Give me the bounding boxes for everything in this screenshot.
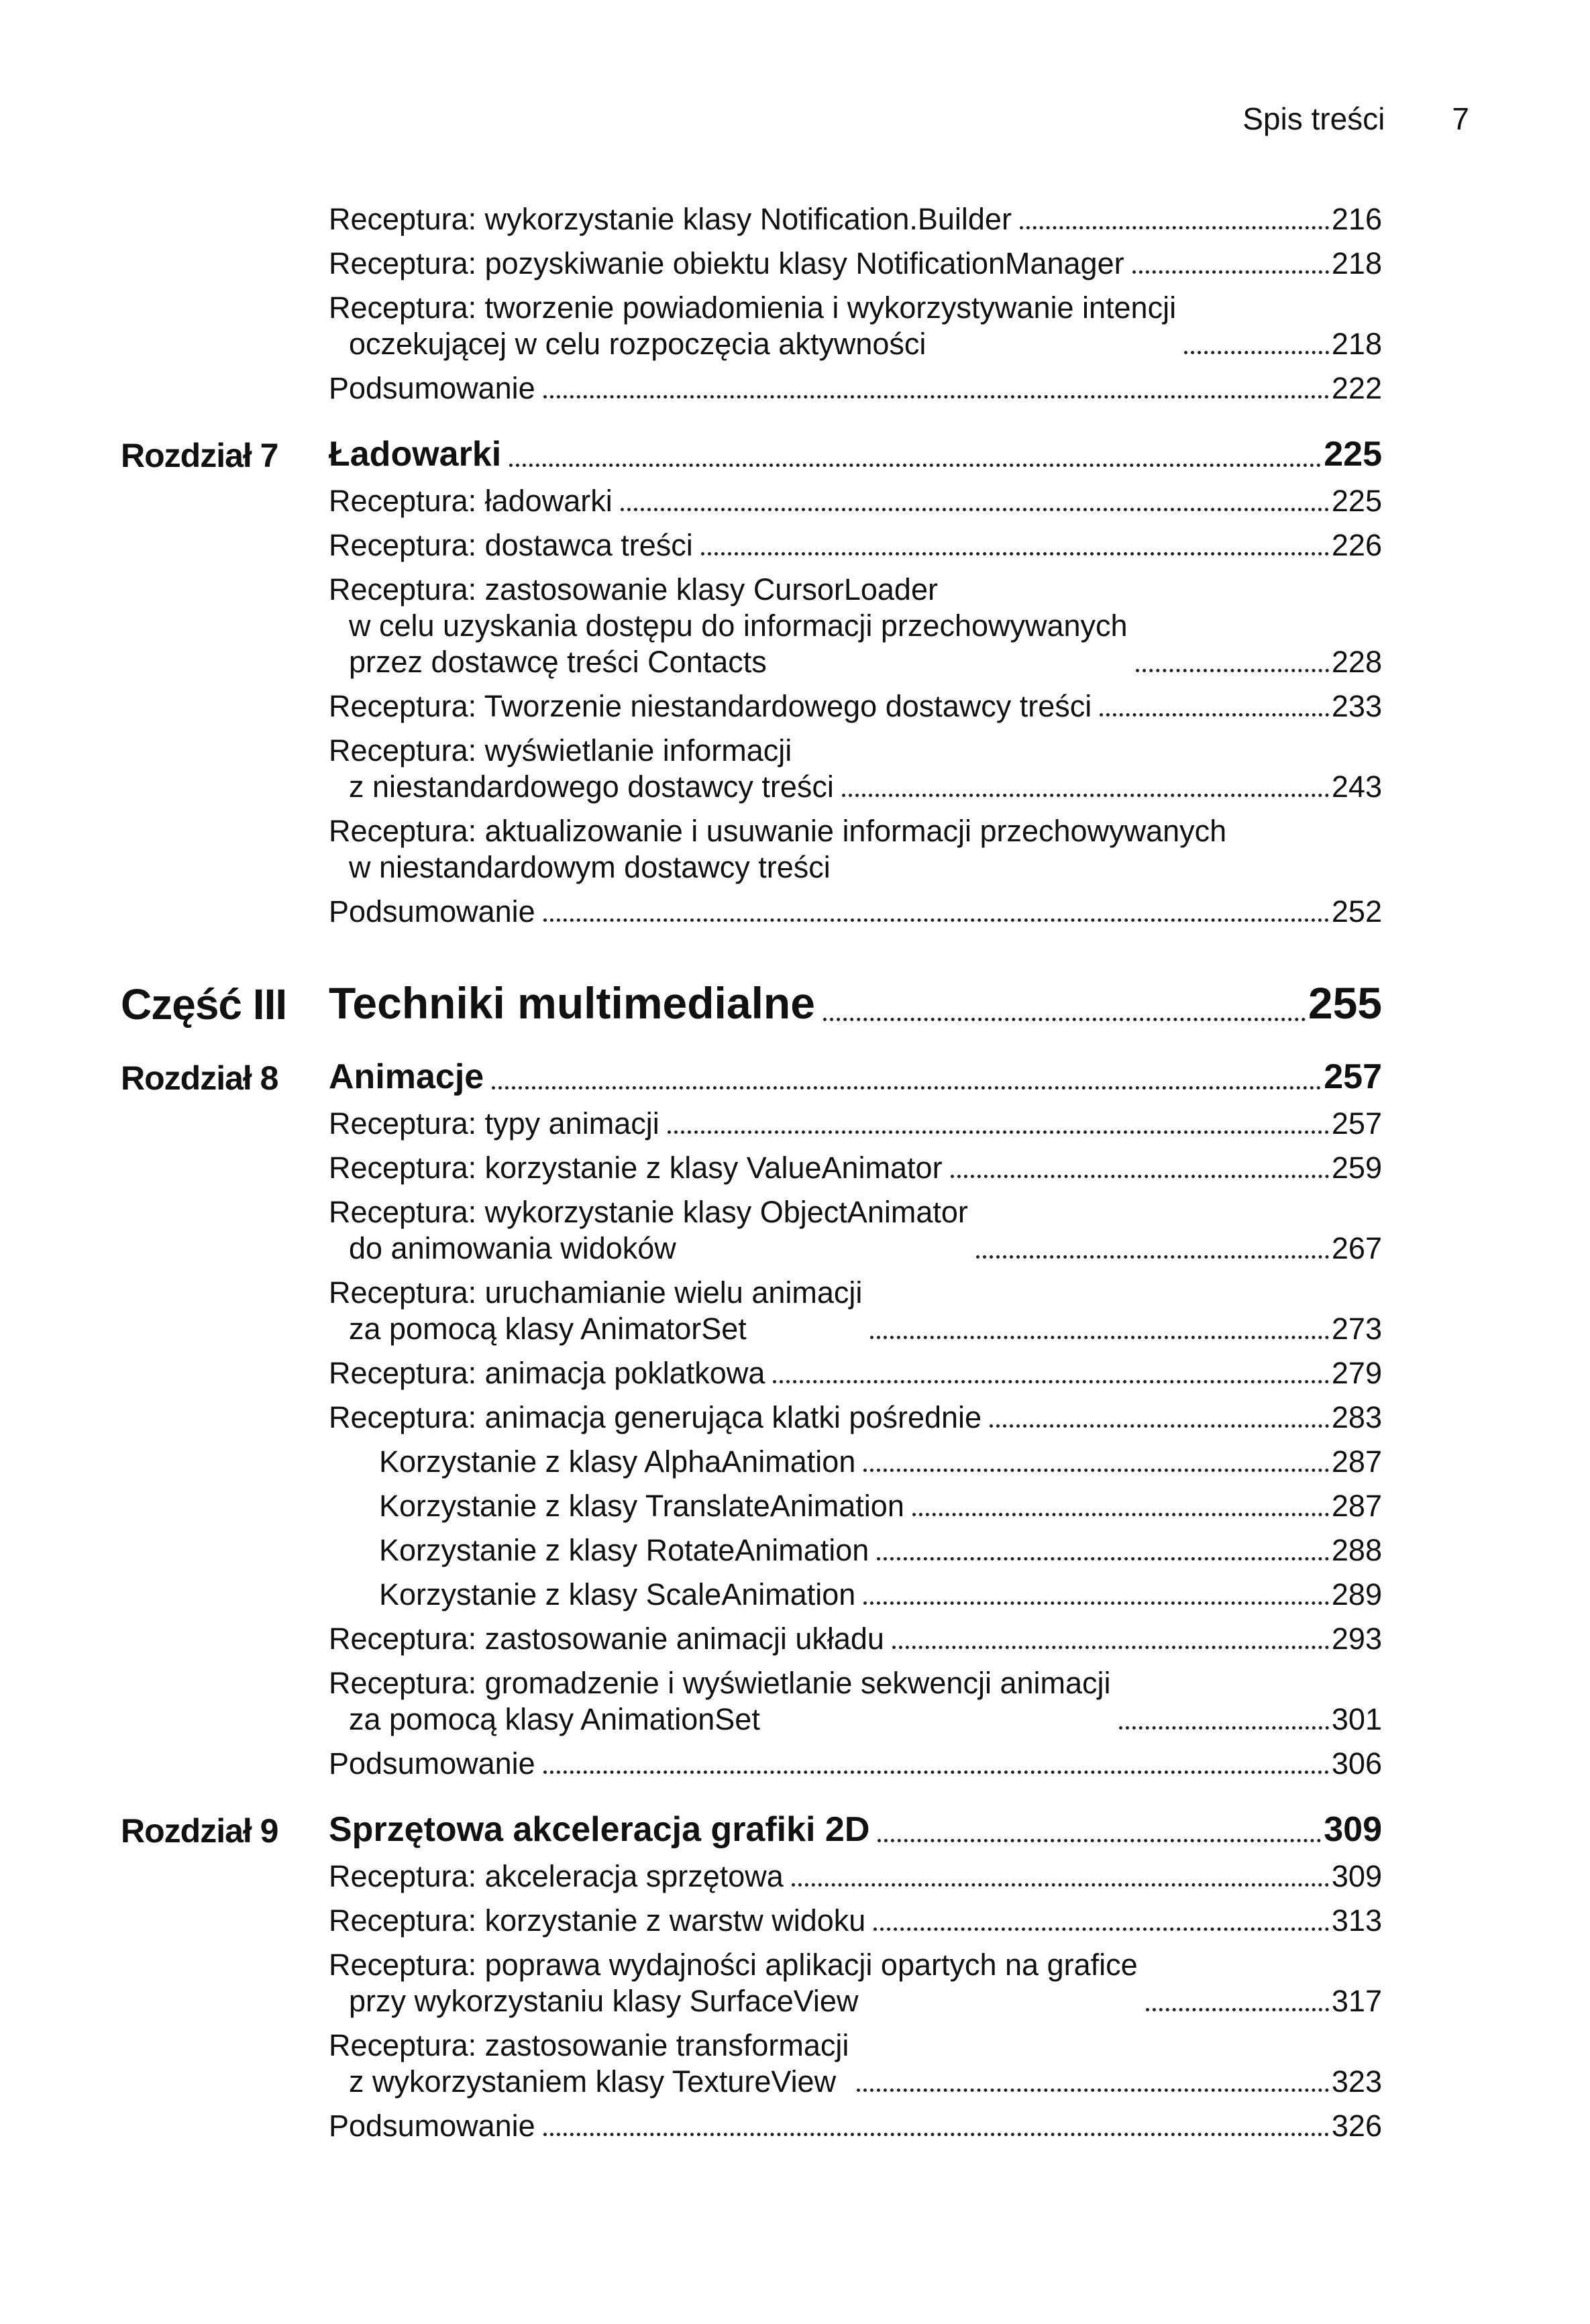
page-ref: 228	[1331, 645, 1382, 679]
entry-title-line: Receptura: zastosowanie transformacji	[329, 2028, 849, 2062]
dot-leader	[863, 1469, 1329, 1472]
spacer	[121, 282, 1382, 290]
entry-title	[329, 1665, 1119, 1738]
dot-leader	[951, 1175, 1329, 1178]
entry-body	[329, 1150, 1382, 1186]
entry-title-line: przy wykorzystaniu klasy SurfaceView	[349, 1984, 859, 2018]
toc-entry[interactable]	[121, 1488, 1382, 1524]
entry-body	[329, 1488, 1382, 1524]
entry-title-line: przez dostawcę treści Contacts	[349, 645, 767, 679]
entry-body	[329, 1665, 1382, 1738]
spacer	[121, 1186, 1382, 1194]
page-ref: 226	[1331, 528, 1382, 562]
dot-leader	[701, 552, 1329, 556]
entry-title-line: Receptura: aktualizowanie i usuwanie informacji przechowywanych	[329, 814, 1227, 848]
running-head	[1242, 101, 1469, 137]
entry-title-line: Receptura: akceleracja sprzętowa	[329, 1859, 784, 1893]
dot-leader	[892, 1646, 1329, 1649]
entry-title	[329, 894, 543, 930]
spacer	[121, 1613, 1382, 1621]
entry-title	[329, 1746, 543, 1782]
dot-leader	[773, 1380, 1329, 1383]
entry-title	[329, 483, 621, 519]
dot-leader	[543, 918, 1329, 922]
spacer	[121, 1098, 1382, 1106]
dot-leader	[668, 1130, 1329, 1134]
entry-title-line: Podsumowanie	[329, 1746, 535, 1781]
entry-title-line: Receptura: wyświetlanie informacji	[329, 733, 792, 768]
page-ref: 257	[1324, 1057, 1382, 1096]
entry-title	[329, 1621, 892, 1657]
page-ref: 222	[1331, 371, 1382, 405]
toc-entry[interactable]	[121, 1621, 1382, 1657]
page-ref: 225	[1324, 435, 1382, 474]
entry-title	[329, 813, 1234, 886]
spacer	[121, 680, 1382, 688]
running-head-title: Spis treści	[1242, 101, 1385, 136]
entry-body	[329, 1621, 1382, 1657]
spacer	[121, 1657, 1382, 1665]
toc-entry[interactable]	[121, 246, 1382, 282]
dot-leader	[878, 1839, 1321, 1842]
entry-title-line: Podsumowanie	[329, 371, 535, 405]
entry-title-line: Receptura: uruchamianie wielu animacji	[329, 1275, 863, 1310]
toc-entry[interactable]	[121, 1444, 1382, 1480]
entry-title-line: Receptura: dostawca treści	[329, 528, 693, 562]
entry-title-line: Receptura: wykorzystanie klasy ObjectAnimator	[329, 1195, 968, 1229]
entry-title-line: Receptura: korzystanie z warstw widoku	[329, 1903, 866, 1938]
dot-leader	[823, 1018, 1306, 1021]
entry-body	[329, 246, 1382, 282]
dot-leader	[863, 1601, 1329, 1605]
entry-body	[329, 290, 1382, 362]
entry-body	[329, 733, 1382, 805]
spacer	[121, 1267, 1382, 1275]
dot-leader	[976, 1255, 1329, 1259]
toc-entry[interactable]	[121, 1746, 1382, 1782]
entry-body	[329, 1056, 1382, 1098]
entry-title	[329, 290, 1184, 362]
toc-chapter[interactable]	[121, 1809, 1382, 1850]
dot-leader	[621, 508, 1329, 511]
entry-body	[329, 688, 1382, 725]
dot-leader	[509, 464, 1321, 467]
entry-title	[379, 1488, 912, 1524]
toc-entry[interactable]	[121, 2108, 1382, 2144]
spacer	[121, 1142, 1382, 1150]
entry-body	[329, 370, 1382, 407]
dot-leader	[792, 1883, 1329, 1887]
entry-body	[329, 977, 1382, 1029]
toc-entry[interactable]	[121, 1399, 1382, 1436]
entry-title-line: Receptura: ładowarki	[329, 484, 613, 518]
entry-body	[329, 1746, 1382, 1782]
spacer	[121, 1895, 1382, 1903]
entry-title-line: Receptura: gromadzenie i wyświetlanie sekwencji animacji	[329, 1666, 1111, 1700]
page-ref: 317	[1331, 1984, 1382, 2018]
entry-title-line: z niestandardowego dostawcy treści	[349, 770, 834, 804]
entry-title-line: Receptura: animacja generująca klatki pośrednie	[329, 1400, 982, 1434]
entry-body	[329, 1903, 1382, 1939]
dot-leader	[492, 1086, 1321, 1090]
page-ref: 267	[1331, 1231, 1382, 1265]
page-ref: 257	[1331, 1106, 1382, 1141]
entry-body	[329, 1444, 1382, 1480]
toc-entry[interactable]	[121, 1858, 1382, 1895]
spacer	[121, 2019, 1382, 2027]
spacer	[121, 519, 1382, 527]
entry-title	[329, 527, 701, 564]
entry-title-line: Receptura: animacja poklatkowa	[329, 1356, 765, 1390]
toc-entry[interactable]	[121, 1150, 1382, 1186]
entry-body	[329, 2027, 1382, 2100]
page-ref: 218	[1331, 327, 1382, 361]
entry-title-line: Receptura: poprawa wydajności aplikacji opartych na grafice	[329, 1948, 1138, 1982]
entry-body	[329, 1355, 1382, 1391]
entry-title	[329, 201, 1020, 237]
spacer	[121, 1391, 1382, 1399]
entry-title	[329, 688, 1100, 725]
entry-title-line: Receptura: korzystanie z klasy ValueAnimator	[329, 1151, 943, 1185]
entry-title	[329, 370, 543, 407]
spacer	[121, 1738, 1382, 1746]
entry-title-line: za pomocą klasy AnimationSet	[349, 1702, 760, 1736]
toc-entry[interactable]	[121, 572, 1382, 680]
entry-title	[329, 2108, 543, 2144]
entry-title-line: Receptura: zastosowanie animacji układu	[329, 1622, 884, 1656]
dot-leader	[1146, 2008, 1329, 2011]
entry-title	[379, 1532, 877, 1569]
page-ref: 313	[1331, 1903, 1382, 1938]
dot-leader	[543, 1771, 1329, 1774]
spacer	[121, 1850, 1382, 1858]
dot-leader	[990, 1424, 1329, 1428]
page-ref: 323	[1331, 2064, 1382, 2099]
toc-entry[interactable]	[121, 1106, 1382, 1142]
spacer	[121, 1029, 1382, 1056]
page-ref: 273	[1331, 1312, 1382, 1346]
page-ref: 306	[1331, 1746, 1382, 1781]
entry-body	[329, 572, 1382, 680]
entry-body	[329, 1399, 1382, 1436]
page-ref: 287	[1331, 1489, 1382, 1523]
entry-title-line: Korzystanie z klasy ScaleAnimation	[379, 1577, 856, 1612]
entry-body	[329, 1858, 1382, 1895]
entry-title	[329, 433, 509, 475]
entry-title-line: w celu uzyskania dostępu do informacji przechowywanych	[349, 609, 1128, 643]
toc-entry[interactable]	[121, 688, 1382, 725]
page-ref: 216	[1331, 202, 1382, 236]
toc-entry[interactable]	[121, 370, 1382, 407]
spacer	[121, 886, 1382, 894]
page-ref: 259	[1331, 1151, 1382, 1185]
spacer	[121, 1480, 1382, 1488]
entry-title	[379, 1577, 863, 1613]
page-ref: 309	[1331, 1859, 1382, 1893]
spacer	[121, 1569, 1382, 1577]
toc-entry[interactable]	[121, 1903, 1382, 1939]
entry-title-line: Podsumowanie	[329, 2109, 535, 2143]
entry-title-line: Animacje	[329, 1057, 484, 1096]
page-ref: 233	[1331, 689, 1382, 723]
spacer	[121, 725, 1382, 733]
entry-title-line: Korzystanie z klasy AlphaAnimation	[379, 1444, 856, 1479]
page-ref: 288	[1331, 1533, 1382, 1567]
entry-title-line: oczekującej w celu rozpoczęcia aktywności	[349, 327, 926, 361]
page-ref: 225	[1331, 484, 1382, 518]
entry-title	[379, 1444, 863, 1480]
spacer	[121, 564, 1382, 572]
entry-title	[329, 1947, 1146, 2019]
dot-leader	[1100, 713, 1329, 717]
page-ref: 293	[1331, 1622, 1382, 1656]
spacer	[121, 1939, 1382, 1947]
dot-leader	[912, 1513, 1329, 1516]
entry-title	[329, 1194, 976, 1267]
entry-body	[329, 2108, 1382, 2144]
entry-title-line: Korzystanie z klasy RotateAnimation	[379, 1533, 869, 1567]
entry-title-line: Ładowarki	[329, 435, 502, 474]
toc-entry[interactable]	[121, 733, 1382, 805]
toc-entry[interactable]	[121, 1665, 1382, 1738]
entry-body	[329, 894, 1382, 930]
toc-entry[interactable]	[121, 894, 1382, 930]
entry-title-line: Korzystanie z klasy TranslateAnimation	[379, 1489, 904, 1523]
dot-leader	[877, 1557, 1329, 1561]
toc-entry[interactable]	[121, 483, 1382, 519]
entry-title	[329, 1355, 773, 1391]
dot-leader	[857, 2089, 1329, 2092]
entry-body	[329, 813, 1382, 886]
entry-title-line: Sprzętowa akceleracja grafiki 2D	[329, 1810, 870, 1849]
spacer	[121, 475, 1382, 483]
entry-title	[329, 2027, 857, 2100]
page-ref: 218	[1331, 246, 1382, 280]
entry-title	[329, 1399, 990, 1436]
page-ref: 287	[1331, 1444, 1382, 1479]
page-ref: 309	[1324, 1810, 1382, 1849]
toc-chapter[interactable]	[121, 433, 1382, 475]
spacer	[121, 805, 1382, 813]
dot-leader	[1132, 270, 1329, 274]
entry-title-line: Receptura: Tworzenie niestandardowego dostawcy treści	[329, 689, 1092, 723]
entry-title	[329, 1056, 492, 1098]
page-ref: 301	[1331, 1702, 1382, 1736]
toc-entry[interactable]	[121, 813, 1382, 886]
entry-title	[329, 1858, 792, 1895]
spacer	[121, 1524, 1382, 1532]
spacer	[121, 2100, 1382, 2108]
chapter-label: Rozdział 8	[121, 1059, 278, 1097]
toc-part[interactable]	[121, 977, 1382, 1029]
entry-title-line: za pomocą klasy AnimatorSet	[349, 1312, 747, 1346]
dot-leader	[873, 1927, 1329, 1931]
dot-leader	[842, 794, 1329, 797]
entry-body	[329, 527, 1382, 564]
entry-title	[329, 1903, 873, 1939]
entry-body	[329, 1106, 1382, 1142]
toc-entry[interactable]	[121, 1194, 1382, 1267]
spacer	[121, 1782, 1382, 1809]
table-of-contents	[121, 201, 1382, 2144]
toc-entry[interactable]	[121, 290, 1382, 362]
page-ref: 252	[1331, 894, 1382, 929]
entry-body	[329, 483, 1382, 519]
page-ref: 289	[1331, 1577, 1382, 1612]
entry-title-line: Receptura: wykorzystanie klasy Notification.Builder	[329, 202, 1012, 236]
spacer	[121, 1436, 1382, 1444]
chapter-label: Rozdział 9	[121, 1812, 278, 1850]
entry-title-line: Receptura: pozyskiwanie obiektu klasy NotificationManager	[329, 246, 1124, 280]
entry-title-line: Podsumowanie	[329, 894, 535, 929]
entry-body	[329, 1809, 1382, 1850]
toc-entry[interactable]	[121, 1577, 1382, 1613]
dot-leader	[870, 1336, 1329, 1339]
page-number: 7	[1452, 101, 1469, 136]
page-ref: 279	[1331, 1356, 1382, 1390]
toc-entry[interactable]	[121, 201, 1382, 237]
entry-title	[329, 572, 1136, 680]
spacer	[121, 407, 1382, 433]
toc-entry[interactable]	[121, 1275, 1382, 1347]
entry-title-line: Techniki multimedialne	[329, 978, 815, 1028]
toc-chapter[interactable]	[121, 1056, 1382, 1098]
dot-leader	[1136, 669, 1329, 672]
spacer	[121, 237, 1382, 246]
entry-title-line: Receptura: tworzenie powiadomienia i wykorzystywanie intencji	[329, 290, 1177, 325]
toc-entry[interactable]	[121, 527, 1382, 564]
chapter-label: Rozdział 7	[121, 437, 278, 474]
part-label: Część III	[121, 980, 287, 1028]
dot-leader	[543, 395, 1329, 399]
toc-entry[interactable]	[121, 1947, 1382, 2019]
entry-title	[329, 1809, 878, 1850]
page-ref: 326	[1331, 2109, 1382, 2143]
toc-entry[interactable]	[121, 1532, 1382, 1569]
entry-body	[329, 1532, 1382, 1569]
entry-body	[329, 1577, 1382, 1613]
dot-leader	[1184, 351, 1329, 354]
spacer	[121, 1347, 1382, 1355]
dot-leader	[1119, 1726, 1329, 1730]
toc-entry[interactable]	[121, 2027, 1382, 2100]
entry-title	[329, 1150, 951, 1186]
toc-entry[interactable]	[121, 1355, 1382, 1391]
entry-body	[329, 1194, 1382, 1267]
entry-title-line: Receptura: typy animacji	[329, 1106, 659, 1141]
entry-body	[329, 1275, 1382, 1347]
spacer	[121, 362, 1382, 370]
page-ref: 283	[1331, 1400, 1382, 1434]
page-ref: 243	[1331, 770, 1382, 804]
entry-title-line: Receptura: zastosowanie klasy CursorLoader	[329, 572, 938, 606]
dot-leader	[1020, 226, 1329, 229]
entry-title-line: w niestandardowym dostawcy treści	[349, 850, 831, 884]
entry-title	[329, 1275, 870, 1347]
page-ref: 255	[1308, 978, 1382, 1028]
entry-title-line: do animowania widoków	[349, 1231, 676, 1265]
entry-body	[329, 1947, 1382, 2019]
entry-title	[329, 1106, 668, 1142]
entry-title-line: z wykorzystaniem klasy TextureView	[349, 2064, 837, 2099]
entry-title	[329, 246, 1132, 282]
entry-body	[329, 201, 1382, 237]
spacer	[121, 930, 1382, 977]
entry-title	[329, 733, 842, 805]
entry-body	[329, 433, 1382, 475]
dot-leader	[543, 2133, 1329, 2136]
entry-title	[329, 977, 823, 1029]
